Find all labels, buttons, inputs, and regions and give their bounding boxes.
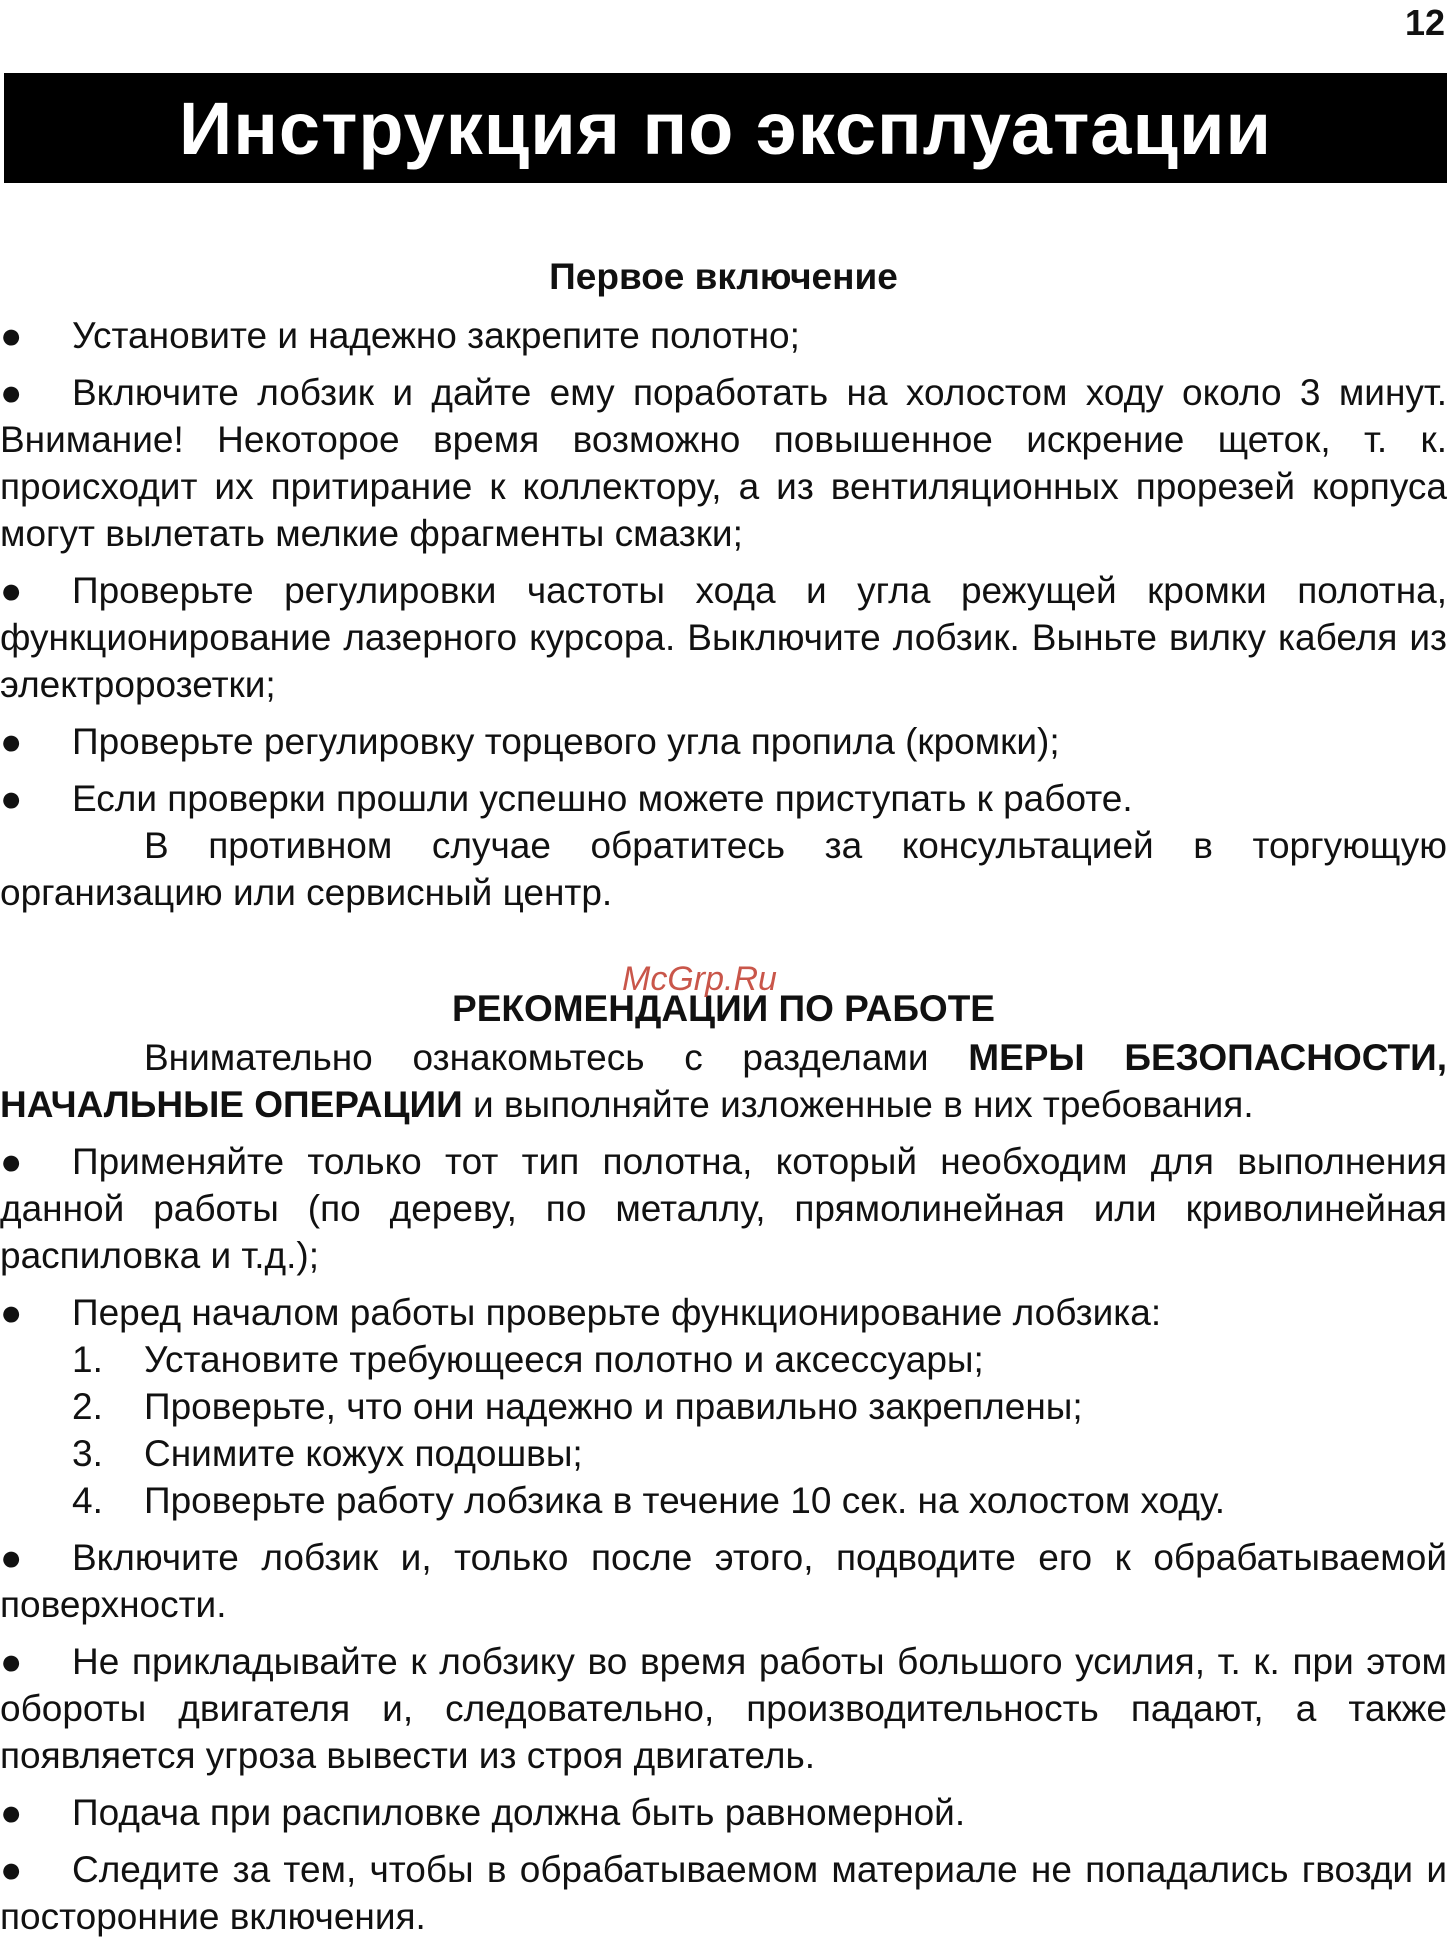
document-body (0, 252, 1447, 1940)
list-item: ● Проверьте регулировку торцевого угла пропила (кромки); (0, 718, 1447, 765)
bullet-icon: ● (0, 570, 23, 611)
section-recommendations (0, 960, 1447, 1034)
list-item: ● Установите и надежно закрепите полотно; (0, 312, 1447, 359)
bullet-icon: ● (0, 1641, 23, 1682)
closing-paragraph: В противном случае обратитесь за консультацией в торгующую организацию или сервисный центр. (0, 825, 1447, 913)
bullet-icon: ● (0, 1792, 23, 1833)
numbered-step: 2. Проверьте, что они надежно и правильно закреплены; (72, 1386, 1083, 1427)
list-item: ● Применяйте только тот тип полотна, который необходим для выполнения данной работы (по дереву, по металлу, прямолинейная или криволинейная распиловка и т.д.); (0, 1138, 1447, 1279)
bullet-icon: ● (0, 1537, 23, 1578)
bold-section-refs: МЕРЫ БЕЗОПАСНОСТИ, НАЧАЛЬНЫЕ ОПЕРАЦИИ (0, 1037, 1447, 1125)
numbered-step: 1. Установите требующееся полотно и аксессуары; (72, 1339, 984, 1380)
page-number: 12 (1404, 2, 1445, 43)
list-item: ● Если проверки прошли успешно можете приступать к работе. (0, 775, 1447, 822)
list-item: ● Подача при распиловке должна быть равномерной. (0, 1789, 1447, 1836)
bullet-icon: ● (0, 1141, 23, 1182)
section-heading-first-start: Первое включение (549, 256, 898, 297)
title-banner (4, 73, 1447, 183)
bullet-icon: ● (0, 721, 23, 762)
numbered-step: 4. Проверьте работу лобзика в течение 10 сек. на холостом ходу. (72, 1480, 1226, 1521)
bullet-icon: ● (0, 372, 23, 413)
list-item: ● Включите лобзик и, только после этого, подводите его к обрабатываемой поверхности. (0, 1534, 1447, 1628)
list-item: ● Проверьте регулировки частоты хода и угла режущей кромки полотна, функционирование лазерного курсора. Выключите лобзик. Выньте вилку кабеля из электророзетки; (0, 567, 1447, 708)
list-item: ● Перед началом работы проверьте функционирование лобзика: (0, 1289, 1447, 1336)
bullet-icon: ● (0, 778, 23, 819)
list-item: ● Включите лобзик и дайте ему поработать на холостом ходу около 3 минут. Внимание! Некоторое время возможно повышенное искрение щеток, т. к. происходит их притирание к коллектору, а из вентиляционных прорезей корпуса могут вылетать мелкие фрагменты смазки; (0, 369, 1447, 557)
bullet-icon: ● (0, 1849, 23, 1890)
list-item: ● Следите за тем, чтобы в обрабатываемом материале не попадались гвозди и посторонние включения. (0, 1846, 1447, 1940)
watermark: McGrp.Ru (622, 960, 777, 998)
list-item: ● Не прикладывайте к лобзику во время работы большого усилия, т. к. при этом обороты двигателя и, следовательно, производительность падают, а также появляется угроза вывести из строя двигатель. (0, 1638, 1447, 1779)
bullet-icon: ● (0, 1292, 23, 1333)
section-heading-recommendations: РЕКОМЕНДАЦИИ ПО РАБОТЕ (452, 988, 995, 1029)
bullet-icon: ● (0, 315, 23, 356)
intro-paragraph: Внимательно ознакомьтесь с разделами МЕРЫ БЕЗОПАСНОСТИ, НАЧАЛЬНЫЕ ОПЕРАЦИИ и выполняйте изложенные в них требования. (0, 1037, 1447, 1125)
numbered-step: 3. Снимите кожух подошвы; (72, 1433, 583, 1474)
page-title: Инструкция по эксплуатации (179, 86, 1272, 170)
